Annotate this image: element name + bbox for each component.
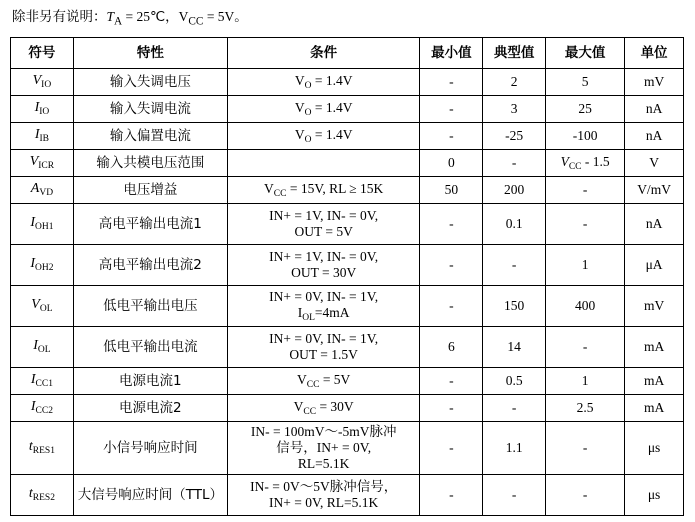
cell-unit: mA — [625, 326, 684, 367]
cell-characteristic: 低电平输出电流 — [73, 326, 227, 367]
note-symbol-t: T — [106, 9, 115, 24]
cell-max: 1 — [546, 367, 625, 394]
cell-unit: mV — [625, 68, 684, 95]
cell-symbol: $t_{RES2}$ — [11, 474, 74, 515]
cell-symbol: $V_{OL}$ — [11, 285, 74, 326]
cell-condition: IN- = 0V～5V脉冲信号， IN+ = 0V, RL=5.1K — [227, 474, 420, 515]
note-symbol-t-sub: A — [114, 15, 123, 28]
cell-min: - — [420, 244, 483, 285]
conditions-note — [12, 8, 685, 31]
cell-condition: $V_O = 1.4V$ — [227, 95, 420, 122]
cell-max: - — [546, 176, 625, 203]
cell-condition — [227, 149, 420, 176]
cell-max: - — [546, 203, 625, 244]
cell-max: 1 — [546, 244, 625, 285]
cell-typ: - — [483, 149, 546, 176]
note-vcc-value: = 5V。 — [203, 9, 248, 24]
cell-condition: $V_{CC} = 15V$, RL ≥ 15K — [227, 176, 420, 203]
cell-typ: 3 — [483, 95, 546, 122]
column-header-max: 最大值 — [546, 37, 625, 68]
table-row — [11, 68, 684, 95]
table-row — [11, 122, 684, 149]
cell-condition: $V_O = 1.4V$ — [227, 68, 420, 95]
cell-characteristic: 小信号响应时间 — [73, 421, 227, 474]
cell-max: 25 — [546, 95, 625, 122]
cell-unit: mA — [625, 394, 684, 421]
cell-symbol: $I_{OH1}$ — [11, 203, 74, 244]
table-row — [11, 176, 684, 203]
cell-unit: μs — [625, 421, 684, 474]
cell-typ: 1.1 — [483, 421, 546, 474]
column-header-min: 最小值 — [420, 37, 483, 68]
cell-max: 400 — [546, 285, 625, 326]
table-row — [11, 149, 684, 176]
note-symbol-vcc-sub: CC — [188, 15, 204, 28]
cell-characteristic: 电源电流1 — [73, 367, 227, 394]
cell-max: $V_{CC} - 1.5$ — [546, 149, 625, 176]
cell-min: 0 — [420, 149, 483, 176]
cell-typ: - — [483, 244, 546, 285]
note-prefix: 除非另有说明： — [12, 9, 107, 25]
table-row — [11, 326, 684, 367]
table-row — [11, 474, 684, 515]
cell-characteristic: 输入失调电压 — [73, 68, 227, 95]
cell-min: 50 — [420, 176, 483, 203]
cell-unit: mA — [625, 367, 684, 394]
cell-characteristic: 低电平输出电压 — [73, 285, 227, 326]
cell-typ: 200 — [483, 176, 546, 203]
cell-min: - — [420, 122, 483, 149]
column-header-condition: 条件 — [227, 37, 420, 68]
cell-symbol: $V_{IO}$ — [11, 68, 74, 95]
note-temp-value: = 25℃，V — [122, 9, 189, 24]
cell-condition: IN+ = 0V, IN- = 1V, $I_{OL}=4mA$ — [227, 285, 420, 326]
cell-max: 5 — [546, 68, 625, 95]
cell-condition: IN+ = 1V, IN- = 0V, OUT = 5V — [227, 203, 420, 244]
cell-typ: 150 — [483, 285, 546, 326]
cell-symbol: $I_{IO}$ — [11, 95, 74, 122]
cell-unit: μs — [625, 474, 684, 515]
table-header-row — [11, 37, 684, 68]
cell-symbol: $A_{VD}$ — [11, 176, 74, 203]
cell-max: 2.5 — [546, 394, 625, 421]
cell-characteristic: 高电平输出电流2 — [73, 244, 227, 285]
cell-unit: nA — [625, 95, 684, 122]
cell-characteristic: 电源电流2 — [73, 394, 227, 421]
table-row — [11, 244, 684, 285]
cell-unit: μA — [625, 244, 684, 285]
table-row — [11, 95, 684, 122]
cell-typ: -25 — [483, 122, 546, 149]
cell-max: - — [546, 326, 625, 367]
table-row — [11, 203, 684, 244]
electrical-characteristics-table — [10, 37, 684, 516]
cell-unit: V — [625, 149, 684, 176]
cell-max: - — [546, 421, 625, 474]
cell-characteristic: 输入失调电流 — [73, 95, 227, 122]
cell-min: - — [420, 285, 483, 326]
cell-condition: $V_{CC} = 5V$ — [227, 367, 420, 394]
cell-min: - — [420, 68, 483, 95]
cell-unit: nA — [625, 203, 684, 244]
column-header-typ: 典型值 — [483, 37, 546, 68]
cell-min: - — [420, 421, 483, 474]
cell-unit: nA — [625, 122, 684, 149]
cell-min: - — [420, 95, 483, 122]
table-body — [11, 68, 684, 515]
table-row — [11, 285, 684, 326]
table-row — [11, 421, 684, 474]
cell-characteristic: 高电平输出电流1 — [73, 203, 227, 244]
cell-symbol: $V_{ICR}$ — [11, 149, 74, 176]
cell-max: -100 — [546, 122, 625, 149]
cell-condition: IN+ = 1V, IN- = 0V, OUT = 30V — [227, 244, 420, 285]
cell-typ: 0.1 — [483, 203, 546, 244]
cell-min: - — [420, 367, 483, 394]
cell-condition: $V_{CC} = 30V$ — [227, 394, 420, 421]
cell-typ: 2 — [483, 68, 546, 95]
cell-unit: V/mV — [625, 176, 684, 203]
cell-symbol: $I_{OL}$ — [11, 326, 74, 367]
cell-min: - — [420, 203, 483, 244]
cell-min: 6 — [420, 326, 483, 367]
column-header-symbol: 符号 — [11, 37, 74, 68]
cell-condition: IN- = 100mV～-5mV脉冲 信号，IN+ = 0V, RL=5.1K — [227, 421, 420, 474]
cell-typ: 14 — [483, 326, 546, 367]
cell-min: - — [420, 394, 483, 421]
note-condition — [106, 9, 248, 28]
cell-typ: - — [483, 474, 546, 515]
column-header-unit: 单位 — [625, 37, 684, 68]
cell-symbol: $I_{CC1}$ — [11, 367, 74, 394]
cell-characteristic: 输入共模电压范围 — [73, 149, 227, 176]
cell-condition: IN+ = 0V, IN- = 1V, OUT = 1.5V — [227, 326, 420, 367]
cell-characteristic: 大信号响应时间（TTL） — [73, 474, 227, 515]
table-row — [11, 394, 684, 421]
cell-characteristic: 电压增益 — [73, 176, 227, 203]
cell-typ: 0.5 — [483, 367, 546, 394]
column-header-characteristic: 特性 — [73, 37, 227, 68]
cell-symbol: $I_{CC2}$ — [11, 394, 74, 421]
cell-symbol: $t_{RES1}$ — [11, 421, 74, 474]
cell-unit: mV — [625, 285, 684, 326]
cell-characteristic: 输入偏置电流 — [73, 122, 227, 149]
cell-condition: $V_O = 1.4V$ — [227, 122, 420, 149]
cell-symbol: $I_{IB}$ — [11, 122, 74, 149]
cell-max: - — [546, 474, 625, 515]
cell-symbol: $I_{OH2}$ — [11, 244, 74, 285]
cell-typ: - — [483, 394, 546, 421]
table-row — [11, 367, 684, 394]
cell-min: - — [420, 474, 483, 515]
